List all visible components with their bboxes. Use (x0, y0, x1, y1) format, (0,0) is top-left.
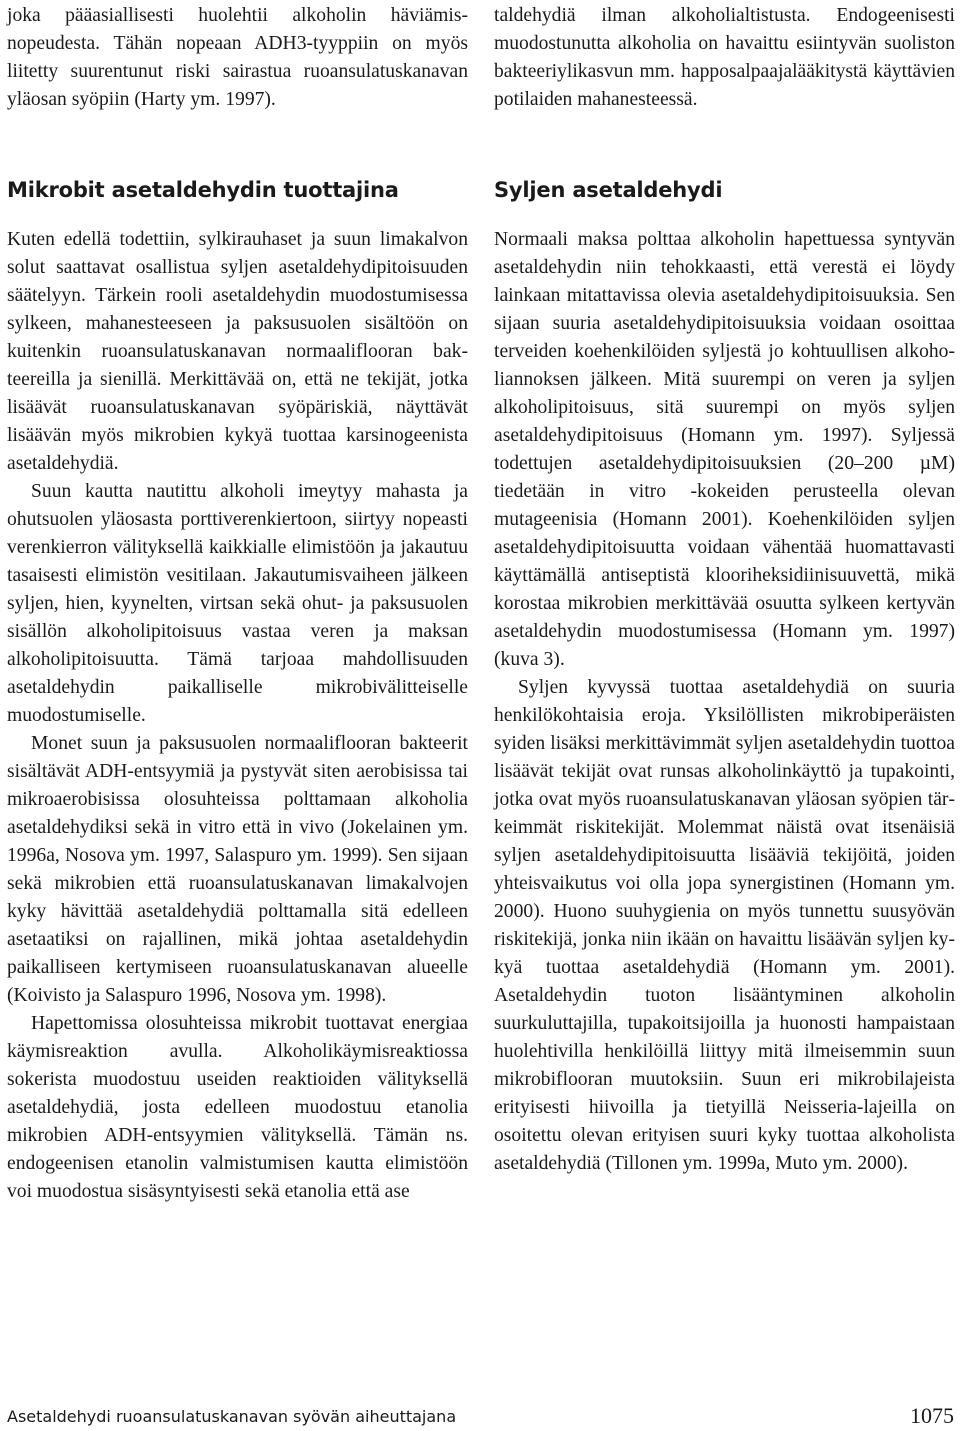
body-paragraph: Monet suun ja paksusuolen normaaliflooran bakteerit sisältävät ADH-entsyymiä ja pystyvät siten aerobisissa tai mikroaerobisissa olosuhteissa polttamaan alkoholia asetaldehydiksi sekä in vitro että in vivo (Jokelainen ym. 1996a, Nosova ym. 1997, Salaspuro ym. 1999). Sen sijaan sekä mikrobien että ruoansulatuskanavan limakalvojen kyky hävittää asetaldehydiä polttamalla sitä edelleen asetaatiksi on rajallinen, mikä johtaa asetaldehydin paikalliseen kertymiseen ruoansulatuskanavan alueelle (Koivisto ja Salaspuro 1996, Nosova ym. 1998). (7, 733, 468, 1006)
page-number: 1075 (910, 1403, 954, 1428)
section-heading-microbes: Mikrobit asetaldehydin tuottajina (7, 178, 399, 202)
body-paragraph: Kuten edellä todettiin, sylkirauhaset ja suun limakalvon solut saattavat osallistua syljen asetaldehydipitoisuuden säätelyyn. Tärkein rooli asetaldehydin muodostumisessa sylkeen, mahanesteeseen ja paksusuolen sisältöön on kuitenkin ruoansulatuskanavan normaaliflooran bakteereilla ja sienillä. Merkittävää on, että ne tekijät, jotka lisäävät ruoansulatuskanavan syöpäriskiä, näyttävät lisäävän myös mikrobien kykyä tuottaa karsinogeenista asetaldehydiä. (7, 229, 468, 474)
body-paragraph: Syljen kyvyssä tuottaa asetaldehydiä on suuria henkilökohtaisia eroja. Yksilöllisten mikrobiperäisten syiden lisäksi merkittävimmät syljen asetaldehydin tuottoa lisäävät tekijät ovat runsas alkoholinkäyttö ja tupakointi, jotka ovat myös ruoansulatuskanavan yläosan syöpien tärkeimmät riskitekijät. Molemmat näistä ovat itsenäisiä syljen asetaldehydipitoisuutta lisääviä tekijöitä, joiden yhteisvaikutus voi olla jopa synergistinen (Homann ym. 2000). Huono suuhygienia on myös tunnettu suusyövän riskitekijä, jonka niin ikään on havaittu lisäävän syljen kykyä tuottaa asetaldehydiä (Homann ym. 2001). Asetaldehydin tuoton lisääntyminen alkoholin suurkuluttajilla, tupakoitsijoilla ja huonosti hampaistaan huolehtivilla henkilöillä liittyy mitä ilmeisemmin suun mikrobiflooran muutoksiin. Suun eri mikrobilajeista erityisesti hiivoilla ja tietyillä Neisseria-lajeilla on osoitettu olevan erityisen suuri kyky tuottaa alkoholista asetaldehydiä (Tillonen ym. 1999a, Muto ym. 2000). (494, 677, 955, 1174)
body-paragraph: Normaali maksa polttaa alkoholin hapettuessa syntyvän asetaldehydin niin tehokkaasti, että verestä ei löydy lainkaan mitattavissa olevia asetaldehydipitoisuuksia. Sen sijaan suuria asetaldehydipitoisuuksia voidaan osoittaa terveiden koehenkilöiden syljestä jo kohtuullisen alkoholiannoksen jälkeen. Mitä suurempi on veren ja syljen alkoholipitoisuus, sitä suurempi on myös syljen asetaldehydipitoisuus (Homann ym. 1997). Syljessä todettujen asetaldehydipitoisuuksien (20–200 µM) tiedetään in vitro -kokeiden perusteella olevan mutageenisia (Homann 2001). Koehenkilöiden syljen asetaldehydipitoisuutta voidaan vähentää huomattavasti käyttämällä antiseptistä klooriheksidiinisuuvettä, mikä korostaa mikrobien merkittävää osuutta sylkeen kertyvän asetaldehydin muodostumisessa (Homann ym. 1997) (kuva 3). (494, 229, 955, 670)
right-body (494, 226, 955, 1178)
left-column (7, 0, 468, 1202)
page-footer (7, 1403, 954, 1431)
body-paragraph: Hapettomissa olosuhteissa mikrobit tuottavat energiaa käymisreaktion avulla. Alkoholikäymisreaktiossa sokerista muodostuu useiden reaktioiden välityksellä asetaldehydiä, josta edelleen muodostuu etanolia mikrobien ADH-entsyymien välityksellä. Tämän ns. endogeenisen etanolin valmistumisen kautta elimistöön voi muodostua sisäsyntyisesti sekä etanolia että ase (7, 1013, 468, 1202)
body-paragraph: Suun kautta nautittu alkoholi imeytyy mahasta ja ohutsuolen yläosasta porttiverenkiertoon, siirtyy nopeasti verenkierron välityksellä kaikkialle elimistöön ja jakautuu tasaisesti elimistön vesitilaan. Jakautumisvaiheen jälkeen syljen, hien, kyynelten, virtsan sekä ohut- ja paksusuolen sisällön alkoholipitoisuus vastaa veren ja maksan alkoholipitoisuutta. Tämä tarjoaa mahdollisuuden asetaldehydin paikalliselle mikrobivälitteiselle muodostumiselle. (7, 481, 468, 726)
left-top-fragment: joka pääasiallisesti huolehtii alkoholin häviämisnopeudesta. Tähän nopeaan ADH3-tyyppiin on myös liitetty suurentunut riski sairastua ruoansulatuskanavan yläosan syöpiin (Harty ym. 1997). (7, 5, 468, 110)
right-column (494, 0, 955, 1174)
right-top-fragment: taldehydiä ilman alkoholialtistusta. Endogeenisesti muodostunutta alkoholia on havaittu esiintyvän suoliston bakteeriylikasvun mm. happosalpaajalääkitystä käyttävien potilaiden mahanesteessä. (494, 5, 955, 110)
left-body (7, 226, 468, 1206)
section-heading-saliva: Syljen asetaldehydi (494, 178, 723, 202)
running-title: Asetaldehydi ruoansulatuskanavan syövän aiheuttajana (7, 1407, 457, 1426)
